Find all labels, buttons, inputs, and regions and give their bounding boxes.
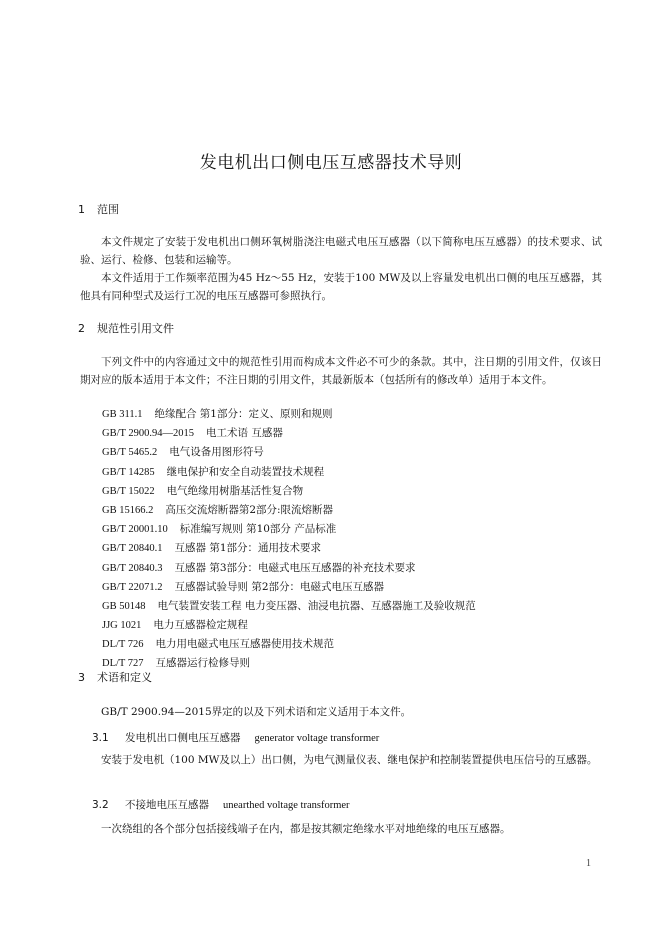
reference-title: 电气设备用图形符号 (169, 446, 264, 459)
reference-item (102, 559, 476, 578)
section-3-heading (78, 669, 152, 685)
reference-code: GB 311.1 (102, 409, 143, 420)
reference-code: GB/T 2900.94—2015 (102, 428, 194, 440)
reference-item (102, 424, 476, 443)
reference-item (102, 482, 476, 501)
document-title: 发电机出口侧电压互感器技术导则 (199, 153, 463, 173)
term-name-zh: 发电机出口侧电压互感器 (125, 732, 241, 744)
reference-code: DL/T 726 (102, 639, 144, 651)
reference-item (102, 443, 476, 462)
reference-code: GB 15166.2 (102, 504, 154, 516)
reference-item (102, 616, 476, 635)
reference-code: GB/T 5465.2 (102, 447, 158, 459)
term-name-en: unearthed voltage transformer (223, 800, 350, 811)
reference-code: GB/T 22071.2 (102, 581, 163, 593)
section-number: 3 (78, 671, 85, 684)
reference-code: JJG 1021 (102, 620, 142, 632)
term-3-2-heading (92, 797, 350, 812)
section-3-paragraph-1: GB/T 2900.94—2015界定的以及下列术语和定义适用于本文件。 (101, 706, 412, 718)
reference-item (102, 463, 476, 482)
section-number: 2 (78, 322, 85, 335)
reference-item (102, 654, 476, 673)
reference-code: GB/T 15022 (102, 485, 155, 497)
reference-title: 继电保护和安全自动装置技术规程 (166, 465, 325, 478)
reference-title: 互感器 第1部分：通用技术要求 (174, 542, 322, 555)
reference-title: 互感器 第3部分：电磁式电压互感器的补充技术要求 (174, 561, 416, 574)
section-1-heading (78, 201, 119, 217)
term-number: 3.1 (92, 732, 109, 744)
reference-title: 标准编写规则 第10部分 产品标准 (179, 523, 337, 536)
term-name-en: generator voltage transformer (254, 733, 380, 744)
reference-title: 互感器运行检修导则 (155, 657, 251, 670)
reference-item (102, 578, 476, 597)
reference-title: 电力互感器检定规程 (153, 619, 248, 632)
reference-code: GB/T 20001.10 (102, 524, 168, 536)
section-title: 范围 (97, 203, 119, 216)
reference-title: 高压交流熔断器第2部分:限流熔断器 (165, 503, 334, 516)
reference-item (102, 405, 476, 424)
term-3-2-definition: 一次绕组的各个部分包括接线端子在内，都是按其额定绝缘水平对地绝缘的电压互感器。 (101, 823, 511, 835)
reference-title: 互感器试验导则 第2部分：电磁式电压互感器 (174, 580, 385, 593)
reference-title: 电力用电磁式电压互感器使用技术规范 (155, 638, 335, 651)
reference-code: GB/T 14285 (102, 466, 155, 478)
reference-item (102, 635, 476, 654)
term-number: 3.2 (92, 799, 109, 811)
section-1-paragraph-1: 本文件规定了安装于发电机出口侧环氧树脂浇注电磁式电压互感器（以下简称电压互感器）的技术要求、试验、运行、检修、包装和运输等。 (80, 236, 602, 266)
reference-item (102, 520, 476, 539)
reference-title: 电气装置安装工程 电力变压器、油浸电抗器、互感器施工及验收规范 (157, 599, 476, 612)
section-2-paragraph-1: 下列文件中的内容通过文中的规范性引用而构成本文件必不可少的条款。其中，注日期的引用文件，仅该日期对应的版本适用于本文件；不注日期的引用文件，其最新版本（包括所有的修改单）适用于本文件。 (80, 356, 602, 386)
reference-code: GB/T 20840.1 (102, 543, 163, 555)
section-2-heading (78, 320, 174, 336)
section-1-paragraph-2: 本文件适用于工作频率范围为45 Hz～55 Hz，安装于100 MW及以上容量发电机出口侧的电压互感器，其他具有同种型式及运行工况的电压互感器可参照执行。 (80, 272, 602, 302)
section-number: 1 (78, 203, 85, 216)
term-3-1-heading (92, 730, 379, 745)
term-name-zh: 不接地电压互感器 (125, 799, 209, 811)
reference-item (102, 501, 476, 520)
section-title: 规范性引用文件 (97, 322, 174, 335)
reference-code: GB/T 20840.3 (102, 562, 163, 574)
page-number: 1 (586, 858, 591, 869)
reference-title: 电工术语 互感器 (205, 427, 283, 440)
term-3-1-definition: 安装于发电机（100 MW及以上）出口侧，为电气测量仪表、继电保护和控制装置提供电压信号的互感器。 (101, 754, 598, 766)
normative-reference-list (102, 405, 476, 674)
reference-title: 电气绝缘用树脂基活性复合物 (166, 484, 304, 497)
reference-title: 绝缘配合 第1部分：定义、原则和规则 (154, 408, 333, 420)
reference-item (102, 597, 476, 616)
reference-item (102, 539, 476, 558)
reference-code: GB 50148 (102, 600, 146, 612)
reference-code: DL/T 727 (102, 658, 144, 670)
section-title: 术语和定义 (97, 671, 152, 684)
